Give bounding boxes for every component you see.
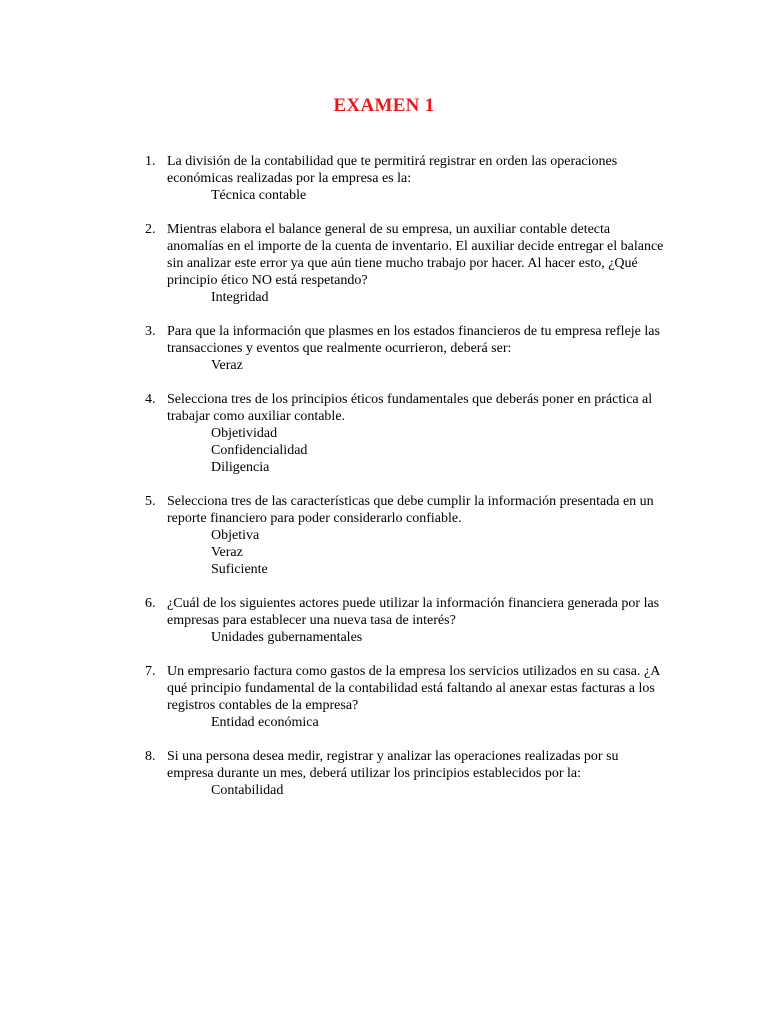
answer-list	[167, 782, 665, 799]
question-number: 5.	[145, 494, 156, 509]
answer-list	[167, 527, 665, 578]
question-list	[145, 153, 665, 816]
question-item	[145, 748, 665, 799]
question-text: La división de la contabilidad que te permitirá registrar en orden las operaciones económicas realizadas por la empresa es la:	[167, 154, 618, 186]
question-item	[145, 221, 665, 306]
question-item	[145, 323, 665, 374]
question-item	[145, 153, 665, 204]
answer-item: Integridad	[211, 290, 269, 305]
answer-item: Diligencia	[211, 460, 270, 475]
exam-title: EXAMEN 1	[333, 95, 435, 116]
question-item	[145, 391, 665, 476]
answer-item: Contabilidad	[211, 783, 284, 798]
answer-item: Objetiva	[211, 528, 260, 543]
question-number: 6.	[145, 596, 156, 611]
answer-list	[167, 357, 665, 374]
answer-list	[167, 425, 665, 476]
question-item	[145, 663, 665, 731]
question-number: 4.	[145, 392, 156, 407]
question-number: 3.	[145, 324, 156, 339]
question-text: Mientras elabora el balance general de su empresa, un auxiliar contable detecta anomalías en el importe de la cuenta de inventario. El auxiliar decide entregar el balance sin analizar este error ya que aún tiene mucho trabajo por hacer. Al hacer esto, ¿Qué principio ético NO está respetando?	[167, 222, 664, 288]
answer-item: Unidades gubernamentales	[211, 630, 363, 645]
answer-item: Veraz	[211, 358, 243, 373]
question-text: ¿Cuál de los siguientes actores puede utilizar la información financiera generada por las empresas para establecer una nueva tasa de interés?	[167, 596, 660, 628]
question-text: Selecciona tres de los principios éticos fundamentales que deberás poner en práctica al trabajar como auxiliar contable.	[167, 392, 653, 424]
question-item	[145, 595, 665, 646]
answer-item: Entidad económica	[211, 715, 319, 730]
question-number: 8.	[145, 749, 156, 764]
answer-list	[167, 629, 665, 646]
answer-list	[167, 714, 665, 731]
answer-list	[167, 187, 665, 204]
question-text: Selecciona tres de las características que debe cumplir la información presentada en un reporte financiero para poder considerarlo confiable.	[167, 494, 654, 526]
answer-item: Técnica contable	[211, 188, 307, 203]
answer-item: Suficiente	[211, 562, 268, 577]
question-text: Si una persona desea medir, registrar y analizar las operaciones realizadas por su empresa durante un mes, deberá utilizar los principios establecidos por la:	[167, 749, 619, 781]
answer-item: Veraz	[211, 545, 243, 560]
answer-list	[167, 289, 665, 306]
answer-item: Objetividad	[211, 426, 278, 441]
answer-item: Confidencialidad	[211, 443, 308, 458]
question-text: Para que la información que plasmes en los estados financieros de tu empresa refleje las transacciones y eventos que realmente ocurrieron, deberá ser:	[167, 324, 660, 356]
question-item	[145, 493, 665, 578]
question-number: 1.	[145, 154, 156, 169]
question-number: 7.	[145, 664, 156, 679]
question-number: 2.	[145, 222, 156, 237]
question-text: Un empresario factura como gastos de la empresa los servicios utilizados en su casa. ¿A qué principio fundamental de la contabilidad está faltando al anexar estas facturas a los registros contables de la empresa?	[167, 664, 660, 713]
